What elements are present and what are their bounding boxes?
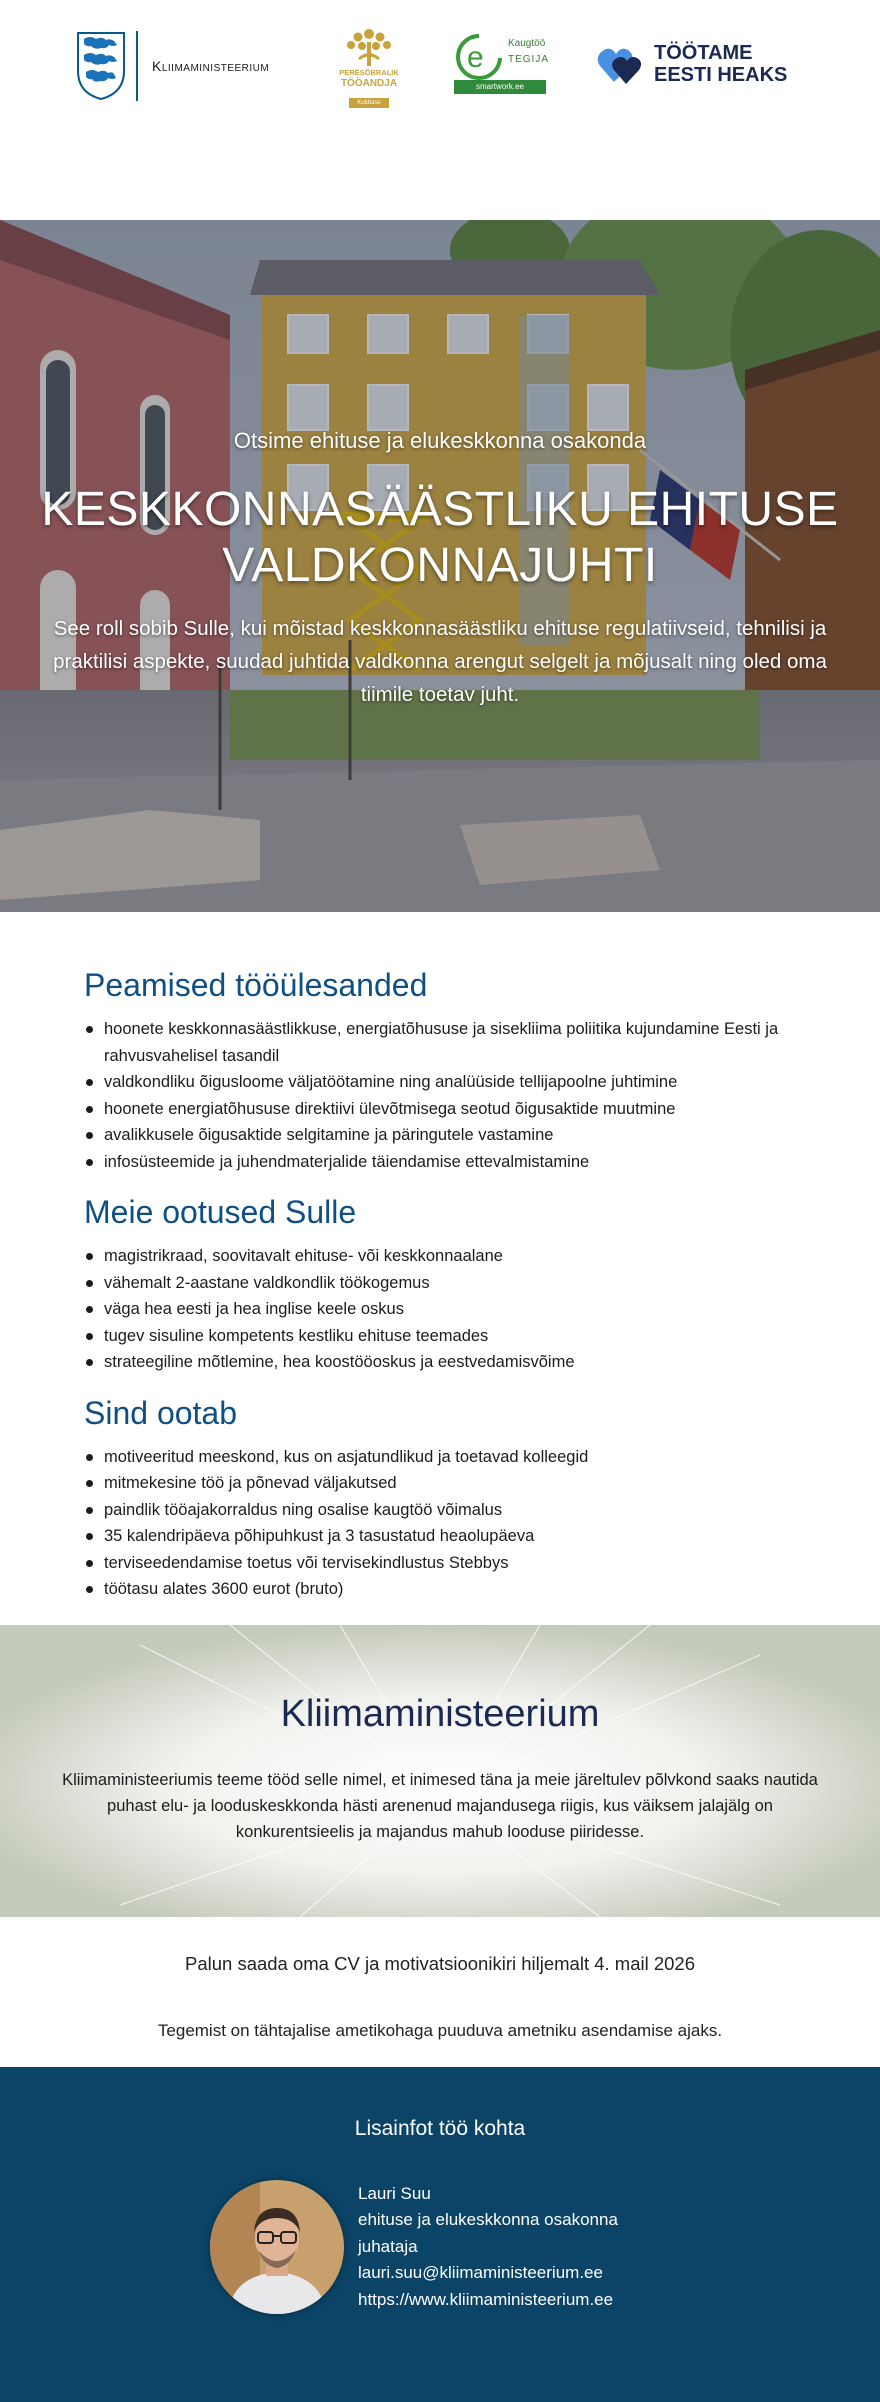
contact-role: juhataja bbox=[358, 2236, 418, 2256]
logo-bar bbox=[0, 0, 880, 220]
contact-department: ehituse ja elukeskkonna osakonna bbox=[358, 2210, 618, 2229]
contact-section bbox=[0, 2067, 880, 2402]
job-lead: See roll sobib Sulle, kui mõistad keskkonnasäästliku ehituse regulatiivseid, tehnilisi ja praktilisi aspekte, suudad juhtida valdkonna arengut selgelt ja mõjusalt ning oled oma tiimile toetav juht. bbox=[53, 617, 827, 706]
hero-department: Otsime ehituse ja elukeskkonna osakonda bbox=[233, 428, 647, 453]
duties-list bbox=[84, 1016, 810, 1175]
list-item: infosüsteemide ja juhendmaterjalide täiendamise ettevalmistamine bbox=[84, 1149, 810, 1176]
tegija-text: TEGIJA bbox=[508, 54, 550, 65]
offer-list bbox=[84, 1444, 810, 1603]
list-item: hoonete keskkonnasäästlikkuse, energiatõhususe ja sisekliima poliitika kujundamine Eesti ja rahvusvahelisel tasandil bbox=[84, 1016, 810, 1069]
list-item: avalikkusele õigusaktide selgitamine ja päringutele vastamine bbox=[84, 1122, 810, 1149]
application-deadline: Palun saada oma CV ja motivatsioonikiri hiljemalt 4. mail 2026 bbox=[184, 1952, 696, 1974]
tootame-line2: EESTI HEAKS bbox=[654, 64, 788, 86]
peresobralik-text: PERESÕBRALIK bbox=[339, 68, 399, 77]
position-note: Tegemist on tähtajalise ametikohaga puuduva ametniku asendamise ajaks. bbox=[157, 2020, 723, 2040]
family-tree-icon bbox=[338, 28, 400, 68]
contact-name: Lauri Suu bbox=[358, 2183, 431, 2203]
tootame-eesti-heaks-logo[interactable] bbox=[596, 28, 786, 92]
list-item: töötasu alates 3600 eurot (bruto) bbox=[84, 1576, 810, 1603]
logo-divider bbox=[136, 31, 138, 101]
coat-of-arms-lions-icon bbox=[76, 31, 126, 101]
tooandja-text: TÖÖANDJA bbox=[340, 78, 398, 89]
list-item: hoonete energiatõhususe direktiivi ülevõtmisega seotud õigusaktide muutmine bbox=[84, 1096, 810, 1123]
list-item: magistrikraad, soovitavalt ehituse- või keskkonnaalane bbox=[84, 1243, 810, 1270]
contact-heading: Lisainfot töö kohta bbox=[354, 2116, 526, 2140]
person-photo bbox=[210, 2180, 344, 2314]
kuldtase-badge: Kuldtase bbox=[349, 98, 389, 108]
section-title: Meie ootused Sulle bbox=[84, 1194, 357, 1230]
section-title: Sind ootab bbox=[84, 1394, 238, 1431]
list-item: tugev sisuline kompetents kestliku ehituse teemades bbox=[84, 1323, 810, 1350]
job-title: KESKKONNASÄÄSTLIKU EHITUSE VALDKONNAJUHTI bbox=[41, 483, 839, 592]
kliimaministeerium-logo[interactable] bbox=[76, 28, 298, 104]
list-item: mitmekesine töö ja põnevad väljakutsed bbox=[84, 1470, 810, 1497]
list-item: 35 kalendripäeva põhipuhkust ja 3 tasustatud heaolupäeva bbox=[84, 1523, 810, 1550]
kliimaministeerium-wordmark: Kliimaministeerium bbox=[152, 58, 270, 74]
list-item: strateegiline mõtlemine, hea koostööoskus ja eestvedamisvõime bbox=[84, 1349, 810, 1376]
contact-email[interactable]: lauri.suu@kliimaministeerium.ee bbox=[358, 2263, 603, 2282]
section-expectations bbox=[84, 1193, 810, 1376]
ministry-description: Kliimaministeeriumis teeme tööd selle nimel, et inimesed täna ja meie järeltulev põlvkond saaks nautida puhast elu- ja looduskeskkonda hästi arenenud majandusega riigis, kus väiksem jalajälg on konkurentsieelis ja majandus mahub looduse piiridesse. bbox=[62, 1770, 818, 1841]
section-offer bbox=[84, 1394, 810, 1603]
e-letter-icon bbox=[454, 32, 504, 82]
hearts-icon bbox=[596, 40, 650, 90]
kaugtoo-tegija-logo[interactable] bbox=[454, 28, 548, 100]
list-item: paindlik tööajakorraldus ning osalise kaugtöö võimalus bbox=[84, 1497, 810, 1524]
smartwork-url: smartwork.ee bbox=[454, 80, 546, 94]
peresobralik-tooandja-logo[interactable] bbox=[338, 28, 400, 110]
list-item: väga hea eesti ja hea inglise keele oskus bbox=[84, 1296, 810, 1323]
kaugtoo-text: Kaugtöö bbox=[508, 38, 546, 49]
section-title: Peamised tööülesanded bbox=[84, 967, 428, 1003]
avatar bbox=[210, 2180, 344, 2314]
list-item: valdkondliku õigusloome väljatöötamine ning analüüside tellijapoolne juhtimine bbox=[84, 1069, 810, 1096]
hero-banner bbox=[0, 220, 880, 912]
tootame-line1: TÖÖTAME bbox=[654, 42, 753, 64]
contact-website-link[interactable]: https://www.kliimaministeerium.ee bbox=[358, 2289, 614, 2309]
ministry-title: Kliimaministeerium bbox=[280, 1692, 600, 1735]
section-duties bbox=[84, 966, 810, 1175]
expectations-list bbox=[84, 1243, 810, 1376]
job-details bbox=[0, 912, 880, 1613]
list-item: terviseedendamise toetus või tervisekindlustus Stebbys bbox=[84, 1550, 810, 1577]
tootame-eesti-heaks-text bbox=[654, 42, 787, 86]
ministry-band bbox=[0, 1625, 880, 1917]
list-item: vähemalt 2-aastane valdkondlik töökogemus bbox=[84, 1270, 810, 1297]
svg-text:e: e bbox=[467, 41, 484, 74]
list-item: motiveeritud meeskond, kus on asjatundlikud ja toetavad kolleegid bbox=[84, 1444, 810, 1471]
contact-info bbox=[358, 2181, 618, 2314]
